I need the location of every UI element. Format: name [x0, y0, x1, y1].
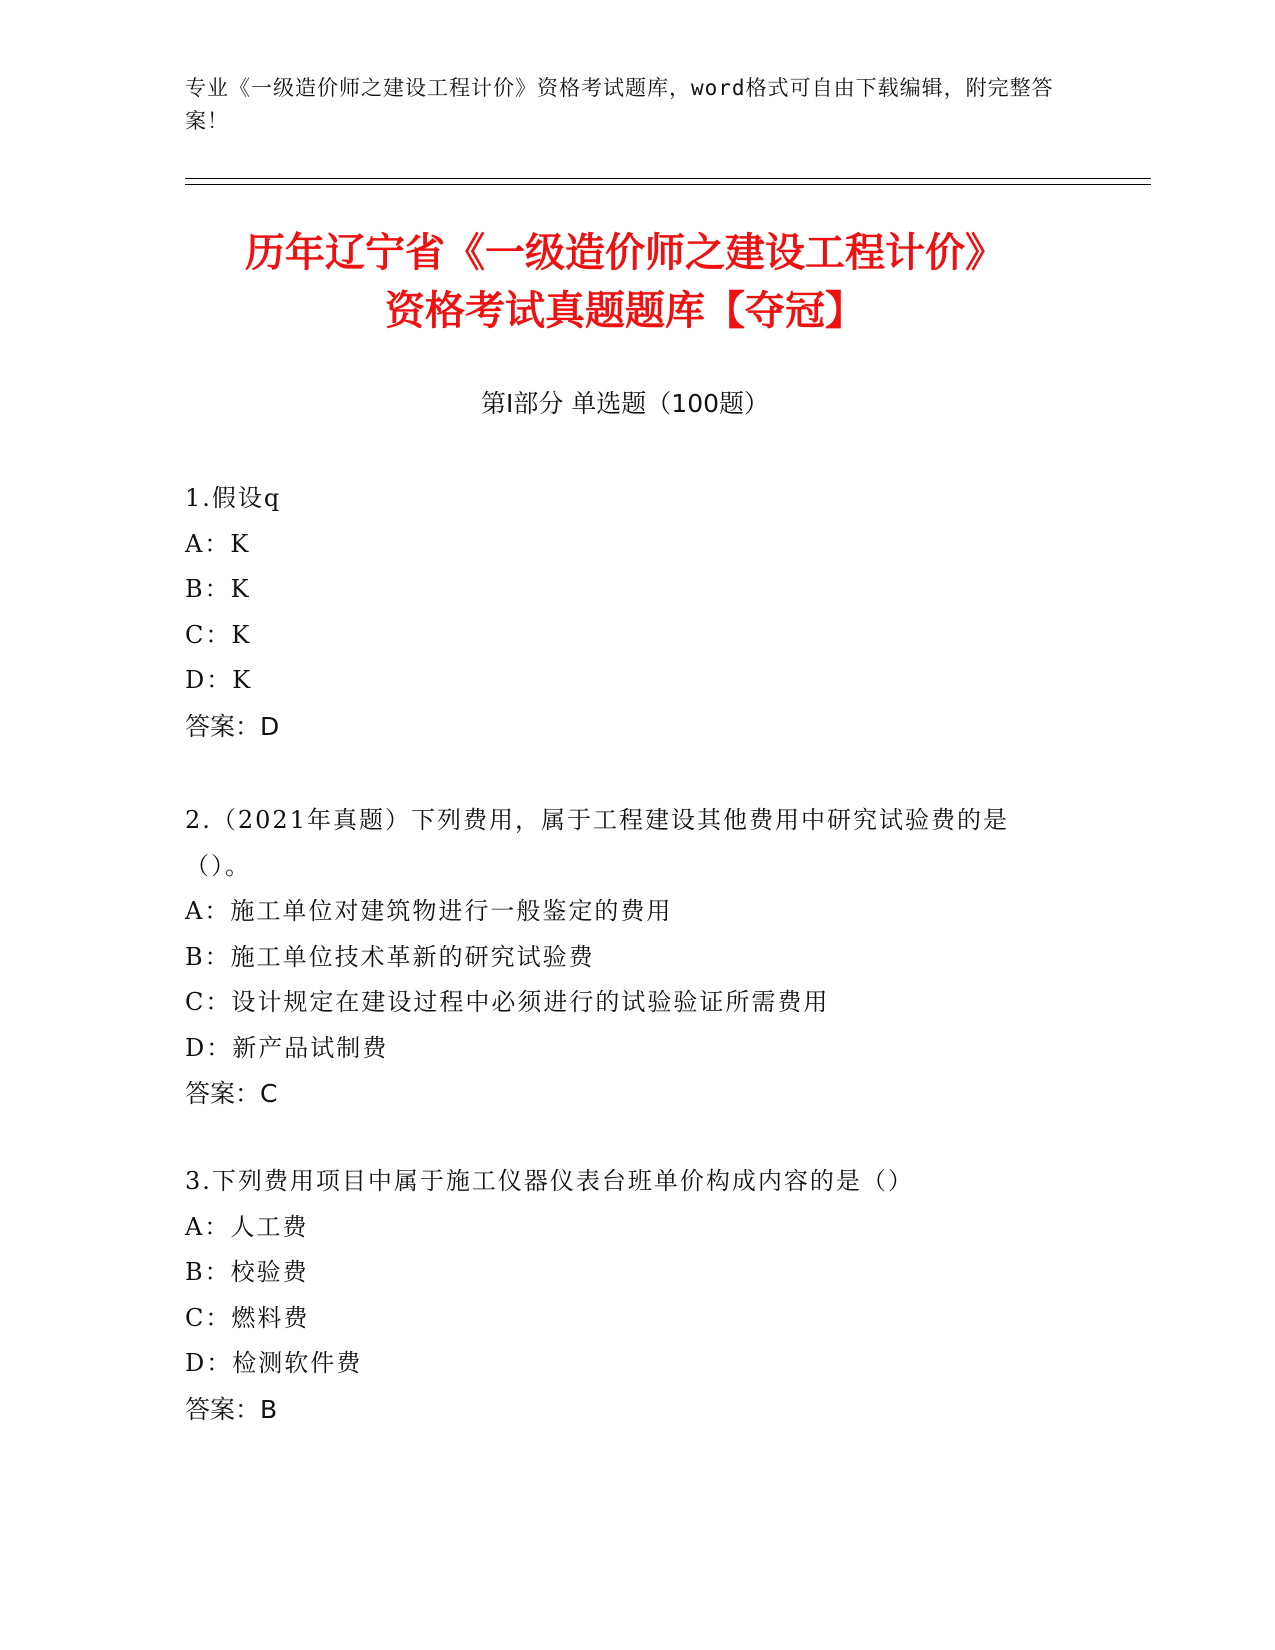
- question-stem: 3.下列费用项目中属于施工仪器仪表台班单价构成内容的是（）: [185, 1167, 914, 1195]
- answer: 答案：B: [185, 1394, 278, 1424]
- option-b: B：K: [185, 575, 251, 603]
- option-c: C：K: [185, 620, 252, 649]
- document-title-line-2: 资格考试真题题库【夺冠】: [385, 288, 865, 334]
- question-1: [185, 476, 1085, 749]
- header-rule-top: [185, 178, 1151, 179]
- option-c: C：燃料费: [185, 1303, 310, 1332]
- option-b: B：施工单位技术革新的研究试验费: [185, 942, 595, 971]
- option-c: C：设计规定在建设过程中必须进行的试验验证所需费用: [185, 988, 830, 1016]
- answer: 答案：C: [185, 1079, 278, 1108]
- option-a: A：人工费: [185, 1212, 309, 1241]
- document-title: [185, 224, 1065, 340]
- document-title-line-1: 历年辽宁省《一级造价师之建设工程计价》: [245, 230, 1005, 276]
- question-3: [185, 1159, 1085, 1432]
- option-d: D：K: [185, 666, 253, 694]
- question-2: [185, 798, 1085, 1117]
- option-a: A：施工单位对建筑物进行一般鉴定的费用: [185, 897, 673, 925]
- question-stem: 2.（2021年真题）下列费用，属于工程建设其他费用中研究试验费的是（）。: [185, 806, 1009, 880]
- option-b: B：校验费: [185, 1258, 309, 1286]
- question-stem: 1.假设q: [185, 484, 282, 512]
- header-note: 专业《一级造价师之建设工程计价》资格考试题库，word格式可自由下载编辑，附完整答案！: [185, 76, 1054, 133]
- option-d: D：检测软件费: [185, 1349, 363, 1377]
- answer: 答案：D: [185, 711, 280, 741]
- option-a: A：K: [185, 529, 251, 558]
- option-d: D：新产品试制费: [185, 1033, 389, 1062]
- section-heading: 第Ⅰ部分 单选题（100题）: [480, 389, 770, 418]
- header-rule-bottom: [185, 184, 1151, 185]
